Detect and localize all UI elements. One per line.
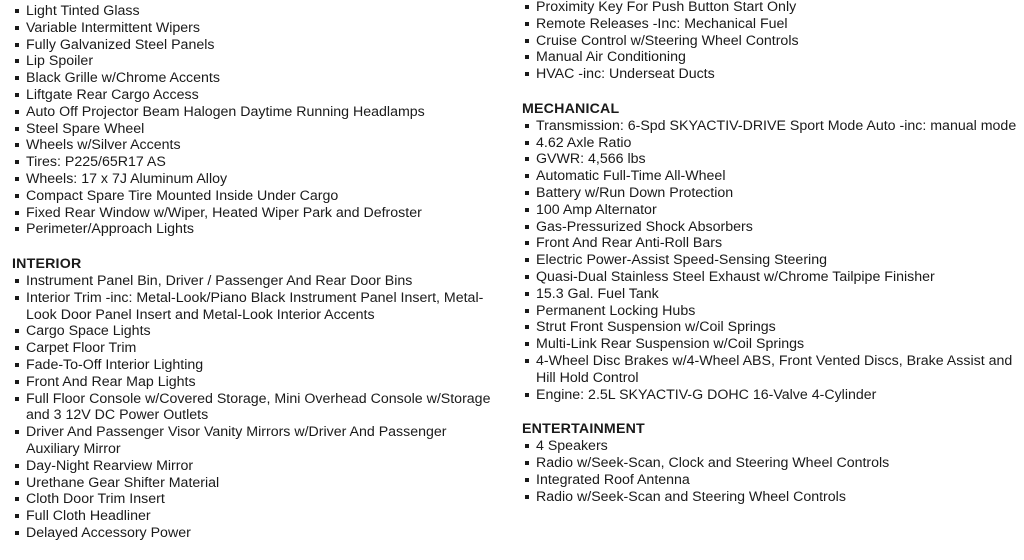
list-item: Multi-Link Rear Suspension w/Coil Springs xyxy=(522,336,1017,353)
list-item: Compact Spare Tire Mounted Inside Under Cargo xyxy=(12,188,502,205)
list-item: Radio w/Seek-Scan, Clock and Steering Wheel Controls xyxy=(522,455,1017,472)
list-item: Electric Power-Assist Speed-Sensing Steering xyxy=(522,252,1017,269)
list-item: Automatic Full-Time All-Wheel xyxy=(522,168,1017,185)
entertainment-title: ENTERTAINMENT xyxy=(522,421,645,438)
list-item: Lip Spoiler xyxy=(12,53,502,70)
list-item: GVWR: 4,566 lbs xyxy=(522,151,1017,168)
list-item: Light Tinted Glass xyxy=(12,3,502,20)
list-item: 15.3 Gal. Fuel Tank xyxy=(522,286,1017,303)
mechanical-list xyxy=(522,118,1017,404)
list-item: Full Cloth Headliner xyxy=(12,508,502,525)
list-item: Cruise Control w/Steering Wheel Controls xyxy=(522,33,1017,50)
list-item: Manual Air Conditioning xyxy=(522,49,1017,66)
list-item: Cloth Door Trim Insert xyxy=(12,491,502,508)
list-item: Steel Spare Wheel xyxy=(12,121,502,138)
list-item: Driver And Passenger Visor Vanity Mirrors w/Driver And Passenger Auxiliary Mirror xyxy=(12,424,502,458)
list-item: Carpet Floor Trim xyxy=(12,340,502,357)
list-item: Battery w/Run Down Protection xyxy=(522,185,1017,202)
exterior-list xyxy=(12,3,502,238)
list-item: 4.62 Axle Ratio xyxy=(522,135,1017,152)
list-item: Black Grille w/Chrome Accents xyxy=(12,70,502,87)
list-item: Delayed Accessory Power xyxy=(12,525,502,542)
list-item: Gas-Pressurized Shock Absorbers xyxy=(522,219,1017,236)
list-item: Auto Off Projector Beam Halogen Daytime Running Headlamps xyxy=(12,104,502,121)
list-item: Instrument Panel Bin, Driver / Passenger And Rear Door Bins xyxy=(12,273,502,290)
list-item: Front And Rear Anti-Roll Bars xyxy=(522,235,1017,252)
list-item: Wheels w/Silver Accents xyxy=(12,137,502,154)
left-column xyxy=(12,0,502,542)
list-item: Cargo Space Lights xyxy=(12,323,502,340)
list-item: Integrated Roof Antenna xyxy=(522,472,1017,489)
list-item: Interior Trim -inc: Metal-Look/Piano Black Instrument Panel Insert, Metal-Look Door Panel Insert and Metal-Look Interior Accents xyxy=(12,290,502,324)
list-item: Fully Galvanized Steel Panels xyxy=(12,37,502,54)
list-item: Urethane Gear Shifter Material xyxy=(12,475,502,492)
list-item: Engine: 2.5L SKYACTIV-G DOHC 16-Valve 4-Cylinder xyxy=(522,387,1017,404)
list-item: Quasi-Dual Stainless Steel Exhaust w/Chrome Tailpipe Finisher xyxy=(522,269,1017,286)
comfort-list xyxy=(522,0,1017,83)
list-item: Front And Rear Map Lights xyxy=(12,374,502,391)
list-item: HVAC -inc: Underseat Ducts xyxy=(522,66,1017,83)
list-item: Perimeter/Approach Lights xyxy=(12,221,502,238)
list-item: Wheels: 17 x 7J Aluminum Alloy xyxy=(12,171,502,188)
list-item: Fade-To-Off Interior Lighting xyxy=(12,357,502,374)
list-item: Day-Night Rearview Mirror xyxy=(12,458,502,475)
list-item: Radio w/Seek-Scan and Steering Wheel Controls xyxy=(522,489,1017,506)
list-item: Variable Intermittent Wipers xyxy=(12,20,502,37)
list-item: Tires: P225/65R17 AS xyxy=(12,154,502,171)
right-column xyxy=(522,0,1017,505)
mechanical-title: MECHANICAL xyxy=(522,100,620,117)
list-item: Strut Front Suspension w/Coil Springs xyxy=(522,319,1017,336)
list-item: Proximity Key For Push Button Start Only xyxy=(522,0,1017,16)
list-item: Permanent Locking Hubs xyxy=(522,303,1017,320)
list-item: 4-Wheel Disc Brakes w/4-Wheel ABS, Front Vented Discs, Brake Assist and Hill Hold Control xyxy=(522,353,1017,387)
entertainment-list xyxy=(522,438,1017,505)
list-item: 100 Amp Alternator xyxy=(522,202,1017,219)
list-item: Fixed Rear Window w/Wiper, Heated Wiper Park and Defroster xyxy=(12,205,502,222)
list-item: Liftgate Rear Cargo Access xyxy=(12,87,502,104)
list-item: 4 Speakers xyxy=(522,438,1017,455)
list-item: Transmission: 6-Spd SKYACTIV-DRIVE Sport Mode Auto -inc: manual mode xyxy=(522,118,1017,135)
list-item: Remote Releases -Inc: Mechanical Fuel xyxy=(522,16,1017,33)
list-item: Full Floor Console w/Covered Storage, Mini Overhead Console w/Storage and 3 12V DC Power Outlets xyxy=(12,391,502,425)
interior-list xyxy=(12,273,502,542)
interior-title: INTERIOR xyxy=(12,256,82,273)
